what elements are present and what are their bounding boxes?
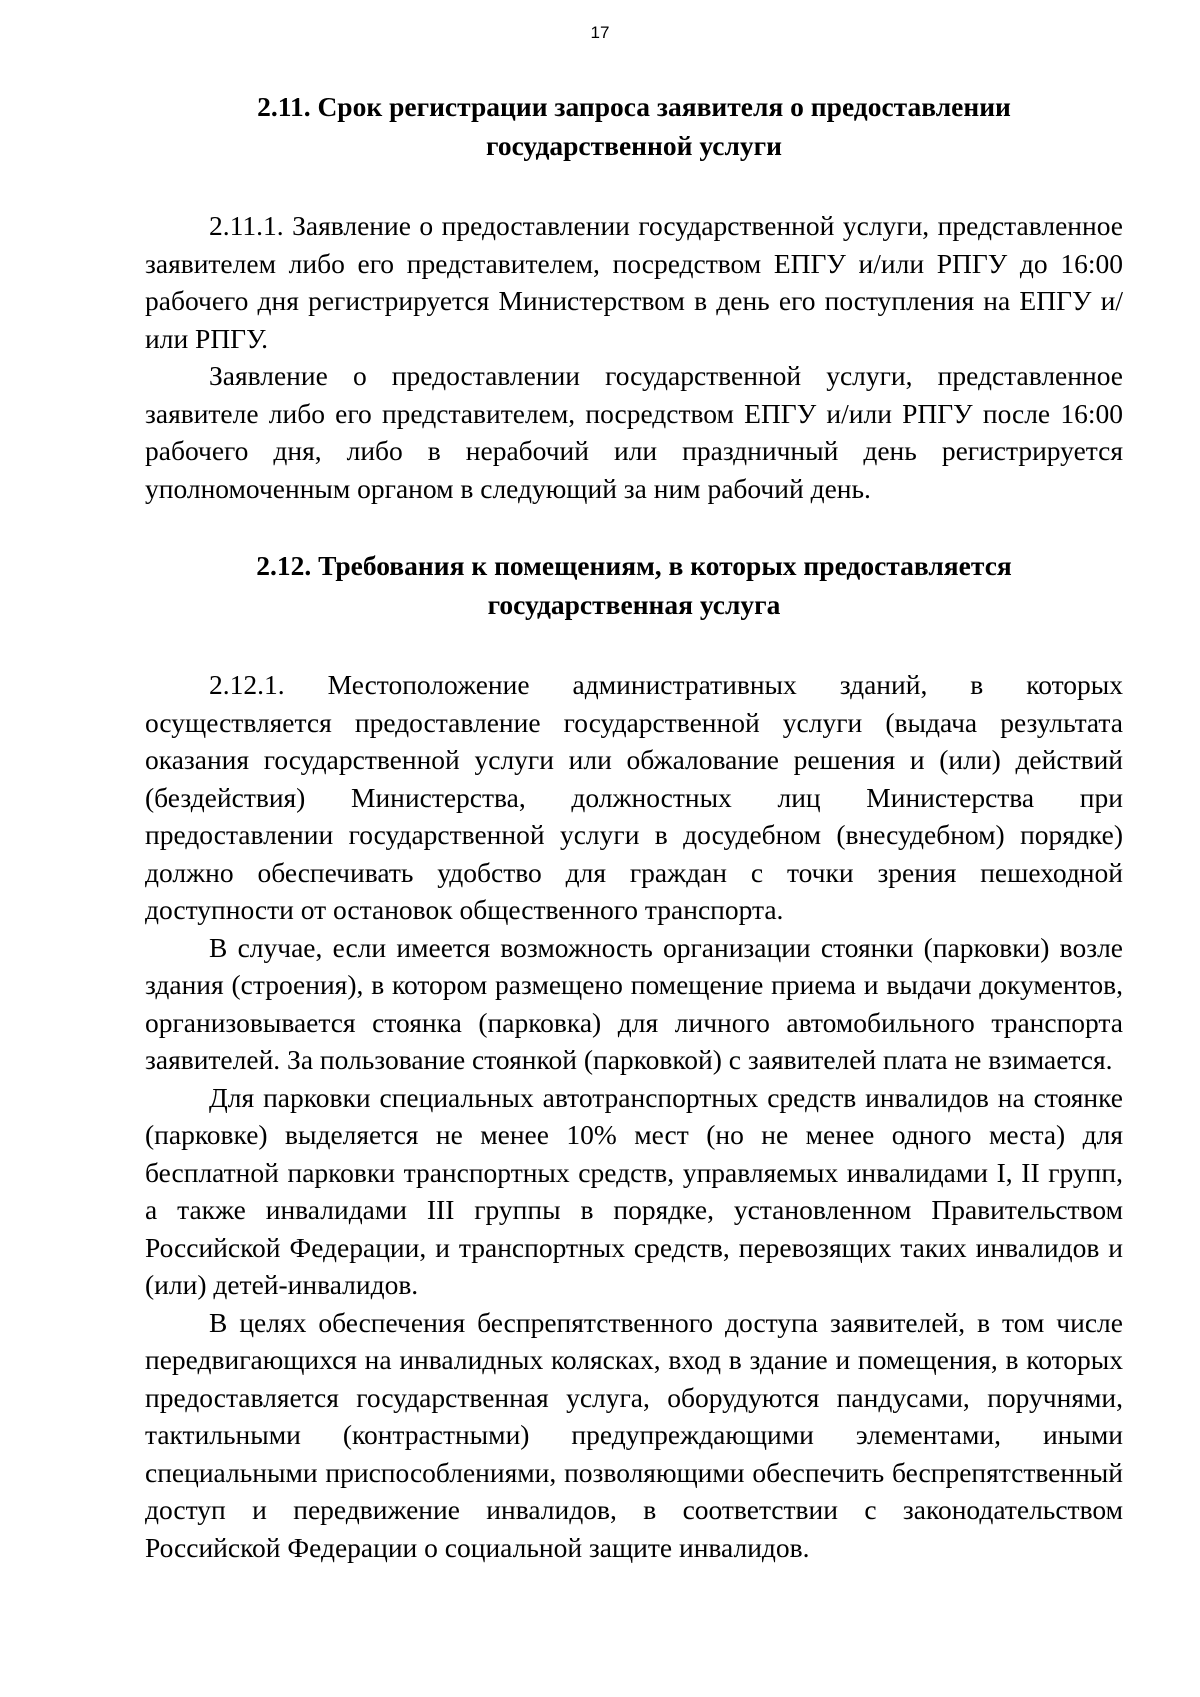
document-body [145, 87, 1123, 1566]
heading-line: 2.11. Срок регистрации запроса заявителя о предоставлении [257, 91, 1011, 122]
heading-line: государственной услуги [486, 130, 782, 161]
page-number: 17 [590, 23, 610, 42]
section-2-12 [145, 546, 1123, 1566]
paragraph: Заявление о предоставлении государственной услуги, представленное заявителе либо его представителем, посредством ЕПГУ и/или РПГУ после 16:00 рабочего дня, либо в нерабочий или праздничный день регистрируется уполномоченным органом в следующий за ним рабочий день. [145, 360, 1123, 504]
section-heading [145, 546, 1123, 624]
section-heading [145, 87, 1123, 165]
paragraph: 2.12.1. Местоположение административных зданий, в которых осуществляется предоставление государственной услуги (выдача результата оказания государственной услуги или обжалование решения и (или) действий (бездействия) Министерства, должностных лиц Министерства при предоставлении государственной услуги в досудебном (внесудебном) порядке) должно обеспечивать удобство для граждан с точки зрения пешеходной доступности от остановок общественного транспорта. [145, 669, 1123, 925]
paragraph: 2.11.1. Заявление о предоставлении государственной услуги, представленное заявителем либо его представителем, посредством ЕПГУ и/или РПГУ до 16:00 рабочего дня регистрируется Министерством в день его поступления на ЕПГУ и/или РПГУ. [145, 210, 1123, 354]
paragraph: В случае, если имеется возможность организации стоянки (парковки) возле здания (строения), в котором размещено помещение приема и выдачи документов, организовывается стоянка (парковка) для личного автомобильного транспорта заявителей. За пользование стоянкой (парковкой) с заявителей плата не взимается. [145, 931, 1123, 1075]
section-2-11 [145, 87, 1123, 507]
heading-line: государственная услуга [487, 589, 781, 620]
paragraph: В целях обеспечения беспрепятственного доступа заявителей, в том числе передвигающихся на инвалидных колясках, вход в здание и помещения, в которых предоставляется государственная услуга, оборудуются пандусами, поручнями, тактильными (контрастными) предупреждающими элементами, иными специальными приспособлениями, позволяющими обеспечить беспрепятственный доступ и передвижение инвалидов, в соответствии с законодательством Российской Федерации о социальной защите инвалидов. [145, 1306, 1123, 1563]
paragraph: Для парковки специальных автотранспортных средств инвалидов на стоянке (парковке) выделяется не менее 10% мест (но не менее одного места) для бесплатной парковки транспортных средств, управляемых инвалидами I, II групп, а также инвалидами III группы в порядке, установленном Правительством Российской Федерации, и транспортных средств, перевозящих таких инвалидов и (или) детей-инвалидов. [145, 1081, 1123, 1300]
heading-line: 2.12. Требования к помещениям, в которых предоставляется [256, 550, 1012, 581]
